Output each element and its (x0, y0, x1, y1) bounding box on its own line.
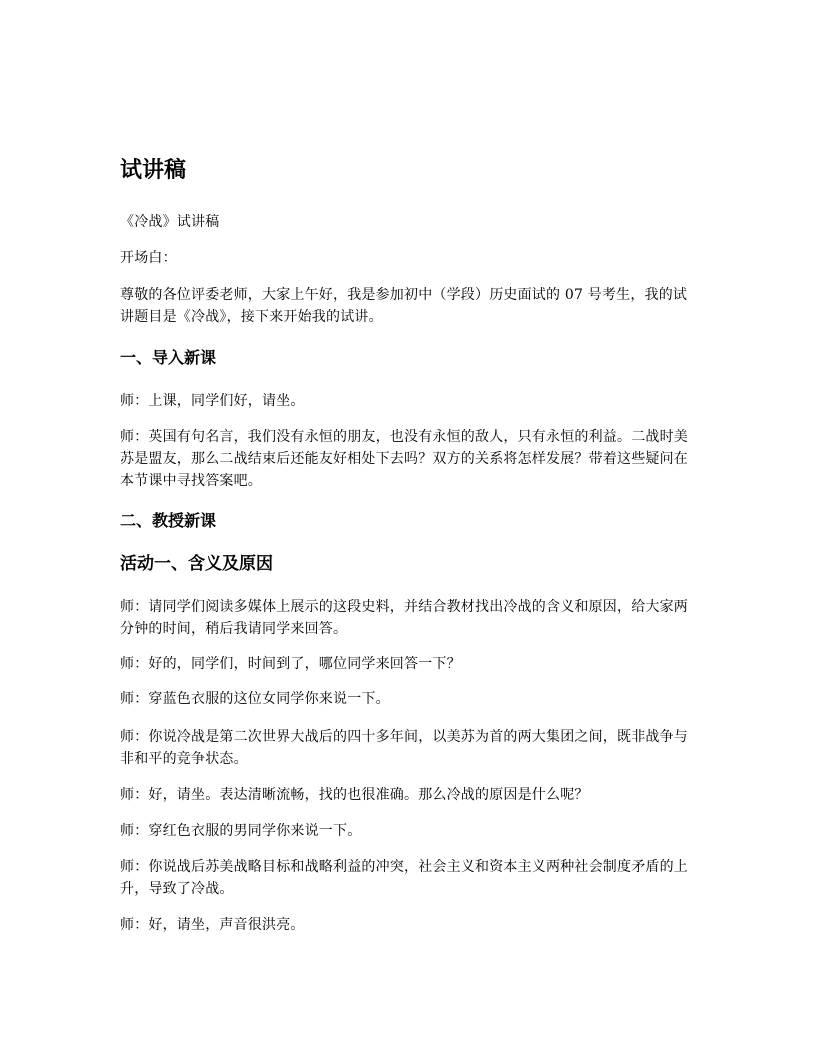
subtitle: 《冷战》试讲稿 (120, 214, 220, 230)
paragraph: 师：请同学们阅读多媒体上展示的这段史料，并结合教材找出冷战的含义和原因，给大家两分钟的时间，稍后我请同学来回答。 (120, 599, 688, 637)
paragraph: 师：好的，同学们，时间到了，哪位同学来回答一下？ (120, 656, 461, 672)
paragraph: 师：好，请坐。表达清晰流畅，找的也很准确。那么冷战的原因是什么呢？ (120, 787, 589, 803)
opening-label: 开场白： (120, 250, 177, 266)
paragraph: 师：英国有句名言，我们没有永恒的朋友，也没有永恒的敌人，只有永恒的利益。二战时美苏是盟友，那么二战结束后还能友好相处下去吗？双方的关系将怎样发展？带着这些疑问在本节课中寻找答案吧。 (120, 429, 688, 489)
paragraph: 师：穿红色衣服的男同学你来说一下。 (120, 823, 362, 839)
section-heading-teaching: 二、教授新课 (120, 511, 217, 530)
paragraph: 师：你说战后苏美战略目标和战略利益的冲突，社会主义和资本主义两种社会制度矛盾的上升，导致了冷战。 (120, 859, 688, 897)
paragraph: 师：你说冷战是第二次世界大战后的四十多年间，以美苏为首的两大集团之间，既非战争与非和平的竞争状态。 (120, 729, 688, 767)
opening-paragraph: 尊敬的各位评委老师，大家上午好，我是参加初中（学段）历史面试的 07 号考生，我的试讲题目是《冷战》，接下来开始我的试讲。 (120, 287, 688, 325)
paragraph: 师：好，请坐，声音很洪亮。 (120, 917, 305, 933)
page-title: 试讲稿 (120, 157, 187, 183)
paragraph: 师：上课，同学们好，请坐。 (120, 393, 305, 409)
section-heading-intro: 一、导入新课 (120, 348, 217, 367)
paragraph: 师：穿蓝色衣服的这位女同学你来说一下。 (120, 691, 390, 707)
activity-heading: 活动一、含义及原因 (120, 554, 273, 574)
